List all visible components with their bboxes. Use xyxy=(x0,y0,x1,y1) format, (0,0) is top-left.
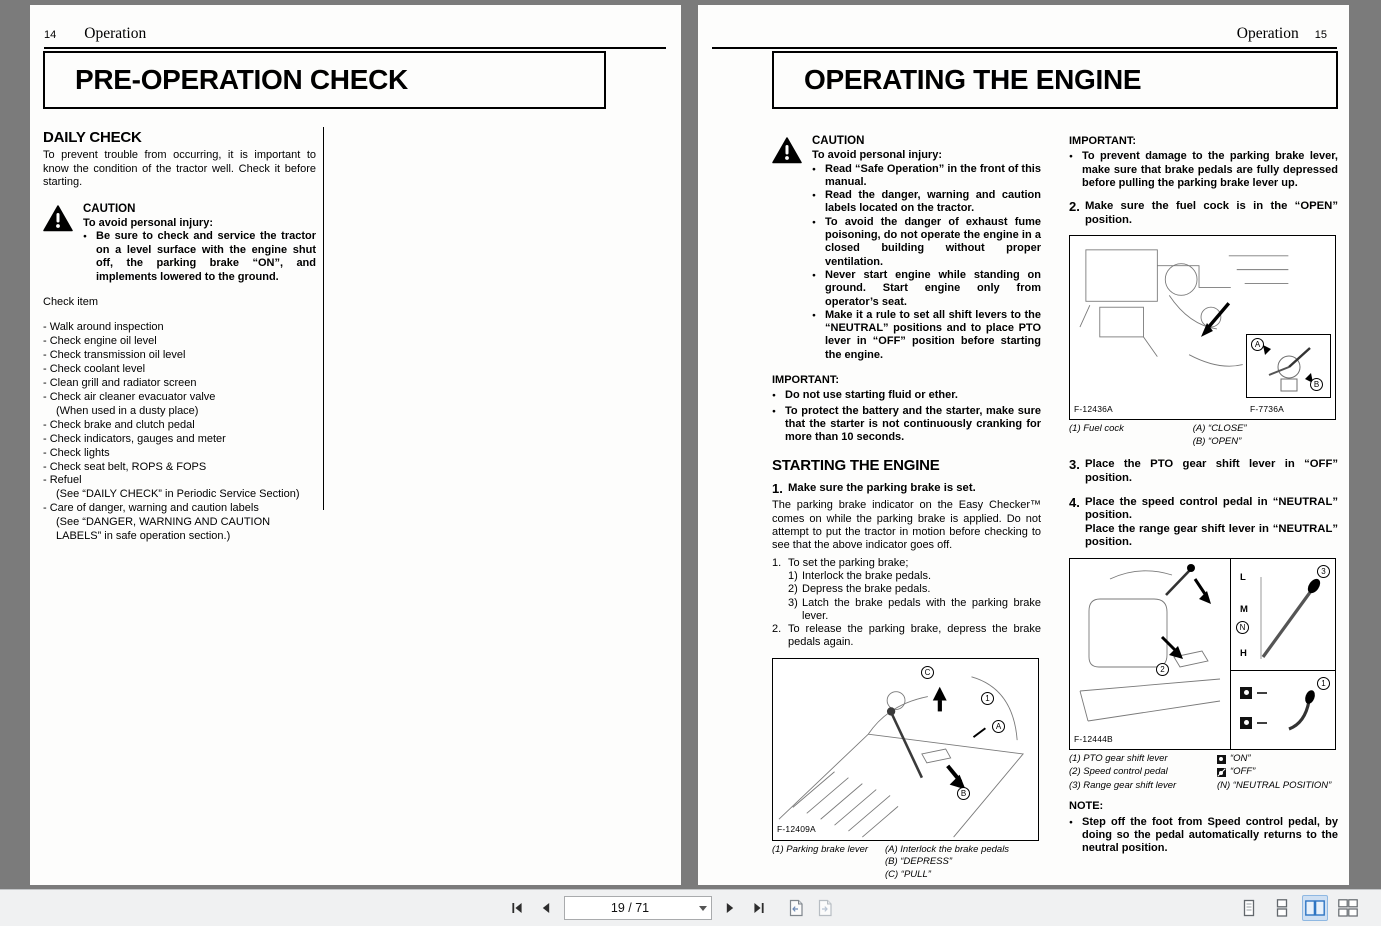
check-list-item: - Walk around inspection xyxy=(43,321,164,334)
important-label: IMPORTANT: xyxy=(772,374,840,387)
list-item: 2. To release the parking brake, depress the brake pedals again. xyxy=(772,623,1041,649)
caution-block xyxy=(772,135,1041,362)
column-left xyxy=(772,131,1041,881)
callout-B: B xyxy=(957,787,970,800)
bullet-icon xyxy=(812,189,819,216)
continuous-view-icon xyxy=(1271,899,1293,917)
caption-item: (B) “DEPRESS” xyxy=(884,856,953,868)
chapter-title: OPERATING THE ENGINE xyxy=(772,51,1338,109)
caption-item: (1) Fuel cock xyxy=(1069,423,1124,435)
callout-1: 1 xyxy=(981,692,994,705)
callout-A: A xyxy=(992,720,1005,733)
list-item: 3) Latch the brake pedals with the parking brake lever. xyxy=(788,596,1041,622)
check-list-item: - Check coolant level xyxy=(43,363,146,376)
header-rule xyxy=(712,47,1337,49)
intro-paragraph: To prevent trouble from occurring, it is important to know the condition of the tractor well. Check it before starting. xyxy=(43,149,316,189)
header-rule xyxy=(44,47,666,49)
view-mode-group xyxy=(1236,895,1361,921)
check-list-subitem: (When used in a dusty place) xyxy=(56,404,199,417)
section-heading: STARTING THE ENGINE xyxy=(772,456,940,474)
first-page-button[interactable] xyxy=(506,896,528,920)
note-bullet: ● Step off the foot from Speed control pedal, by doing so the pedal automatically returns to the neutral position. xyxy=(1069,816,1338,856)
gear-letter-M: M xyxy=(1240,603,1248,615)
bullet-icon xyxy=(812,216,819,269)
important-bullets xyxy=(772,389,1041,444)
caption-item: (1) Parking brake lever xyxy=(772,843,869,855)
important-bullets xyxy=(1069,150,1338,190)
figure-caption xyxy=(772,844,1041,882)
page-number: 14 xyxy=(44,29,57,41)
caption-row xyxy=(1069,780,1338,793)
caution-text xyxy=(812,135,1041,362)
figure-code: F-7736A xyxy=(1250,404,1285,415)
warning-triangle-icon xyxy=(43,203,73,284)
caption-row xyxy=(1069,753,1338,766)
caution-bullet: ● Make it a rule to set all shift levers to the “NEUTRAL” positions and to place PTO lever in “OFF” position before starting the engine. xyxy=(812,309,1041,362)
single-page-view-icon xyxy=(1238,899,1260,917)
caution-bullet: ● Read “Safe Operation” in the front of this manual. xyxy=(812,163,1041,190)
important-bullet: ● Do not use starting fluid or ether. xyxy=(772,389,1041,403)
parking-brake-list xyxy=(772,557,1041,650)
caption-item: “ON” xyxy=(1229,752,1251,764)
caption-item: (A) “CLOSE” xyxy=(1192,423,1247,435)
callout-C: C xyxy=(921,666,934,679)
range-gear-panel xyxy=(1231,559,1336,671)
column-right xyxy=(1069,131,1338,881)
caption-item: (B) “OPEN” xyxy=(1192,435,1242,447)
pto-lever-panel xyxy=(1231,671,1336,748)
caution-lead: To avoid personal injury: xyxy=(812,149,942,162)
previous-page-icon xyxy=(539,901,553,915)
pto-off-symbol-icon xyxy=(1217,768,1226,777)
bullet-icon xyxy=(1069,816,1076,856)
page-14 xyxy=(30,5,681,885)
bullet-icon xyxy=(812,309,819,362)
step-4-line: Place the speed control pedal in “NEUTRAL” position. xyxy=(1085,495,1338,522)
step-1: 1. Make sure the parking brake is set. xyxy=(772,480,976,496)
continuous-facing-view-icon xyxy=(1337,899,1359,917)
facing-view-button[interactable] xyxy=(1302,895,1328,921)
figure-caption xyxy=(1069,423,1338,448)
last-page-button[interactable] xyxy=(748,896,770,920)
check-list-item: - Check air cleaner evacuator valve xyxy=(43,391,216,403)
bullet-icon xyxy=(812,269,819,309)
next-view-button[interactable] xyxy=(814,896,836,920)
left-page-column xyxy=(43,131,316,543)
caption-item: (A) Interlock the brake pedals xyxy=(884,843,1010,855)
previous-view-button[interactable] xyxy=(785,896,807,920)
step-2: 2. Make sure the fuel cock is in the “OPEN” position. xyxy=(1069,199,1338,226)
step-4: 4. Place the speed control pedal in “NEUTRAL” position. Place the range gear shift lever in “NEUTRAL” position. xyxy=(1069,494,1338,549)
section-heading: DAILY CHECK xyxy=(43,129,142,146)
parking-brake-sketch xyxy=(773,659,1038,840)
caution-block xyxy=(43,203,316,284)
previous-page-button[interactable] xyxy=(535,896,557,920)
figure-code: F-12436A xyxy=(1074,404,1113,415)
check-list-item: - Refuel xyxy=(43,474,82,487)
important-label: IMPORTANT: xyxy=(1069,135,1137,147)
chapter-title: PRE-OPERATION CHECK xyxy=(43,51,606,109)
page-number: 15 xyxy=(1314,29,1327,41)
check-list-subitem: (See “DANGER, WARNING AND CAUTION LABELS” in safe operation section.) xyxy=(56,516,271,542)
note-bullets xyxy=(1069,816,1338,856)
gear-letter-L: L xyxy=(1240,571,1246,583)
continuous-view-button[interactable] xyxy=(1269,895,1295,921)
step-1-body: The parking brake indicator on the Easy Checker™ comes on while the parking brake is applied. Do not attempt to put the tractor in motion before checking to see that the above indicator goes off. xyxy=(772,499,1041,552)
caption-item: “OFF” xyxy=(1229,766,1256,778)
page-indicator: 19 / 71 xyxy=(610,901,650,915)
check-list-item: - Check brake and clutch pedal xyxy=(43,418,195,431)
note-label: NOTE: xyxy=(1069,800,1104,813)
facing-view-icon xyxy=(1304,899,1326,917)
page-15 xyxy=(698,5,1349,885)
step-4-line: Place the range gear shift lever in “NEUTRAL” position. xyxy=(1085,522,1338,549)
figure-caption xyxy=(1069,753,1338,793)
first-page-icon xyxy=(510,901,524,915)
pto-lever-sketch xyxy=(1231,671,1335,746)
important-bullet: ● To protect the battery and the starter, make sure that the starter is not continuously cranking for more than 10 seconds. xyxy=(772,405,1041,445)
right-page-columns xyxy=(772,131,1339,881)
page-navigation xyxy=(506,896,836,920)
caution-lead: To avoid personal injury: xyxy=(83,217,213,230)
next-page-button[interactable] xyxy=(719,896,741,920)
caption-row xyxy=(1069,766,1338,779)
caution-bullet: ● To avoid the danger of exhaust fume poisoning, do not operate the engine in a closed building without proper ventilation. xyxy=(812,216,1041,269)
running-header: Operation xyxy=(84,25,147,42)
bullet-icon xyxy=(772,389,779,403)
caption-item: (1) PTO gear shift lever xyxy=(1069,752,1168,764)
check-list-subitem: (See “DAILY CHECK” in Periodic Service Section) xyxy=(56,488,300,501)
list-item: 1. To set the parking brake; xyxy=(772,556,909,569)
check-item-label: Check item xyxy=(43,296,99,309)
previous-view-icon xyxy=(788,899,804,917)
next-view-icon xyxy=(817,899,833,917)
caption-item: (3) Range gear shift lever xyxy=(1069,779,1177,791)
step-3: 3. Place the PTO gear shift lever in “OFF” position. xyxy=(1069,457,1338,484)
caption-item: (N) “NEUTRAL POSITION” xyxy=(1216,779,1332,791)
callout-1: 1 xyxy=(1317,677,1330,690)
callout-A: A xyxy=(1251,338,1264,351)
caution-bullet: ● Be sure to check and service the tractor on a level surface with the engine shut off, the parking brake “ON”, and implements lowered to the ground. xyxy=(83,230,316,284)
range-lever-sketch xyxy=(1231,559,1335,669)
check-list-item: - Care of danger, warning and caution labels xyxy=(43,502,259,515)
caution-text xyxy=(83,203,316,284)
figure-code: F-12409A xyxy=(777,824,816,835)
caption-item: (C) “PULL” xyxy=(884,868,931,880)
bullet-icon xyxy=(772,405,779,445)
column-divider xyxy=(323,127,324,510)
list-item: 2) Depress the brake pedals. xyxy=(788,583,931,596)
callout-B: B xyxy=(1310,378,1323,391)
dropdown-caret-icon[interactable] xyxy=(695,906,711,911)
callout-2: 2 xyxy=(1156,663,1169,676)
page-header xyxy=(1237,25,1327,43)
bullet-icon xyxy=(83,230,90,284)
gear-letter-N: N xyxy=(1236,621,1249,634)
figure-parking-brake xyxy=(772,658,1039,841)
bullet-icon xyxy=(1069,150,1076,190)
caption-item: (2) Speed control pedal xyxy=(1069,766,1168,778)
list-item: 1) Interlock the brake pedals. xyxy=(788,569,932,582)
check-list-item: - Check seat belt, ROPS & FOPS xyxy=(43,460,207,473)
pto-on-symbol-icon xyxy=(1217,755,1226,764)
continuous-facing-view-button[interactable] xyxy=(1335,895,1361,921)
caution-bullet: ● Never start engine while standing on ground. Start engine only from operator’s seat. xyxy=(812,269,1041,309)
callout-3: 3 xyxy=(1317,565,1330,578)
caution-label: CAUTION xyxy=(83,202,136,215)
viewer-toolbar xyxy=(0,889,1381,926)
single-page-view-button[interactable] xyxy=(1236,895,1262,921)
check-list-item: - Check lights xyxy=(43,446,110,459)
figure-code: F-12444B xyxy=(1074,733,1113,744)
gear-letter-H: H xyxy=(1240,647,1247,659)
next-page-icon xyxy=(723,901,737,915)
last-page-icon xyxy=(752,901,766,915)
figure-fuel-cock xyxy=(1069,235,1336,420)
page-header xyxy=(44,25,146,43)
page-number-combobox[interactable] xyxy=(564,896,712,920)
check-list xyxy=(43,321,316,543)
caution-label: CAUTION xyxy=(812,135,865,147)
check-list-item: - Check transmission oil level xyxy=(43,349,186,362)
figure-shift-levers xyxy=(1069,558,1336,750)
bullet-icon xyxy=(812,163,819,190)
figure-side-panel xyxy=(1230,559,1336,749)
shift-levers-sketch xyxy=(1070,559,1230,749)
running-header: Operation xyxy=(1236,25,1299,42)
check-list-item: - Clean grill and radiator screen xyxy=(43,377,197,390)
caution-bullet: ● Read the danger, warning and caution labels located on the tractor. xyxy=(812,189,1041,216)
check-list-item: - Check engine oil level xyxy=(43,335,157,348)
warning-triangle-icon xyxy=(772,135,802,362)
important-bullet: ● To prevent damage to the parking brake lever, make sure that brake pedals are fully depressed before pulling the parking brake lever up. xyxy=(1069,150,1338,190)
check-list-item: - Check indicators, gauges and meter xyxy=(43,432,226,445)
